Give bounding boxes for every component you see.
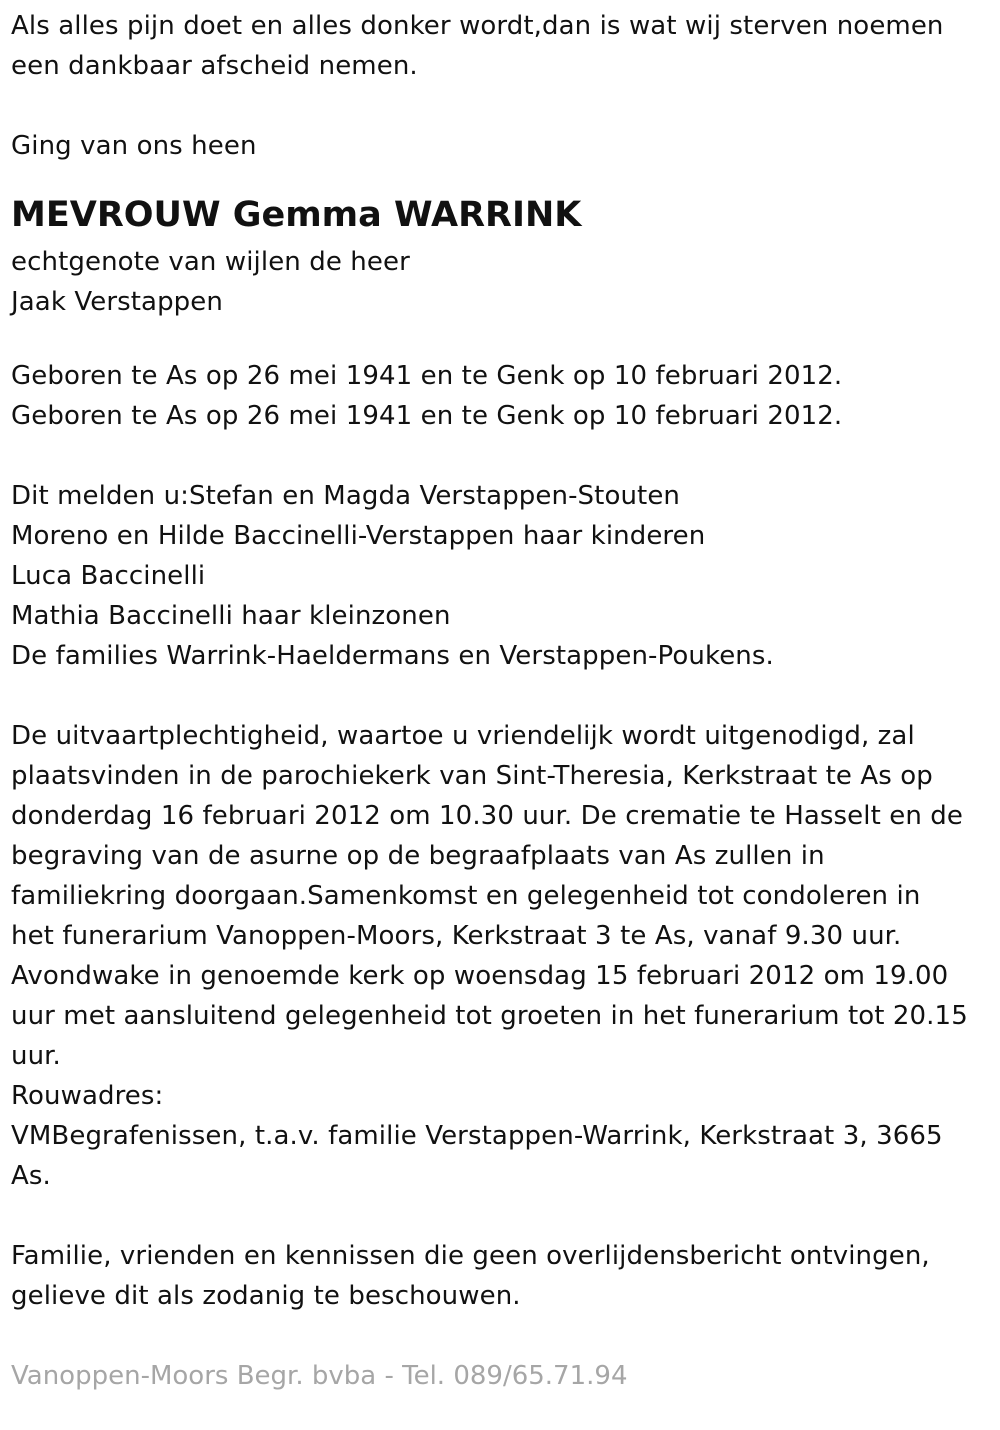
mourning-address-line: VMBegrafenissen, t.a.v. familie Verstappen-Warrink, Kerkstraat 3, 3665	[11, 1121, 943, 1151]
ceremony-line: begraving van de asurne op de begraafplaats van As zullen in	[11, 841, 825, 871]
intro-line: een dankbaar afscheid nemen.	[11, 51, 418, 81]
closing-line: Familie, vrienden en kennissen die geen overlijdensbericht ontvingen,	[11, 1241, 930, 1271]
birth-line: Geboren te As op 26 mei 1941 en te Genk op 10 februari 2012.	[11, 361, 843, 391]
ceremony-line: Avondwake in genoemde kerk op woensdag 15 februari 2012 om 19.00	[11, 961, 949, 991]
spacer	[11, 86, 990, 126]
intro-text	[11, 6, 990, 86]
heading-text: Ging van ons heen	[11, 131, 257, 161]
birth-line: Geboren te As op 26 mei 1941 en te Genk op 10 februari 2012.	[11, 401, 843, 431]
spacer	[11, 1316, 990, 1356]
mourning-address-line: As.	[11, 1161, 51, 1191]
spouse-line: echtgenote van wijlen de heer	[11, 247, 410, 277]
intro-line: Als alles pijn doet en alles donker wordt,dan is wat wij sterven noemen	[11, 11, 944, 41]
ceremony-line: plaatsvinden in de parochiekerk van Sint-Theresia, Kerkstraat te As op	[11, 761, 933, 791]
announcer-line: De families Warrink-Haeldermans en Verstappen-Poukens.	[11, 641, 774, 671]
ceremony-line: het funerarium Vanoppen-Moors, Kerkstraat 3 te As, vanaf 9.30 uur.	[11, 921, 902, 951]
funeral-home-footer: Vanoppen-Moors Begr. bvba - Tel. 089/65.71.94	[11, 1361, 628, 1391]
deceased-name: MEVROUW Gemma WARRINK	[11, 195, 582, 235]
spacer	[11, 322, 990, 356]
ceremony-text	[11, 716, 990, 1196]
announcer-line: Dit melden u:Stefan en Magda Verstappen-Stouten	[11, 481, 681, 511]
spacer	[11, 166, 990, 186]
announcer-line: Mathia Baccinelli haar kleinzonen	[11, 601, 451, 631]
ceremony-line: familiekring doorgaan.Samenkomst en gelegenheid tot condoleren in	[11, 881, 921, 911]
mourning-address-label: Rouwadres:	[11, 1081, 164, 1111]
ceremony-line: uur met aansluitend gelegenheid tot groeten in het funerarium tot 20.15	[11, 1001, 968, 1031]
closing-text	[11, 1236, 990, 1316]
birth-text	[11, 356, 990, 436]
spacer	[11, 676, 990, 716]
announcer-line: Luca Baccinelli	[11, 561, 206, 591]
announcers-list	[11, 476, 990, 676]
spouse-text	[11, 242, 990, 322]
ceremony-line: uur.	[11, 1041, 61, 1071]
spouse-line: Jaak Verstappen	[11, 287, 223, 317]
spacer	[11, 436, 990, 476]
closing-line: gelieve dit als zodanig te beschouwen.	[11, 1281, 521, 1311]
ceremony-line: De uitvaartplechtigheid, waartoe u vriendelijk wordt uitgenodigd, zal	[11, 721, 915, 751]
announcer-line: Moreno en Hilde Baccinelli-Verstappen haar kinderen	[11, 521, 706, 551]
spacer	[11, 1196, 990, 1236]
ceremony-line: donderdag 16 februari 2012 om 10.30 uur. De crematie te Hasselt en de	[11, 801, 964, 831]
